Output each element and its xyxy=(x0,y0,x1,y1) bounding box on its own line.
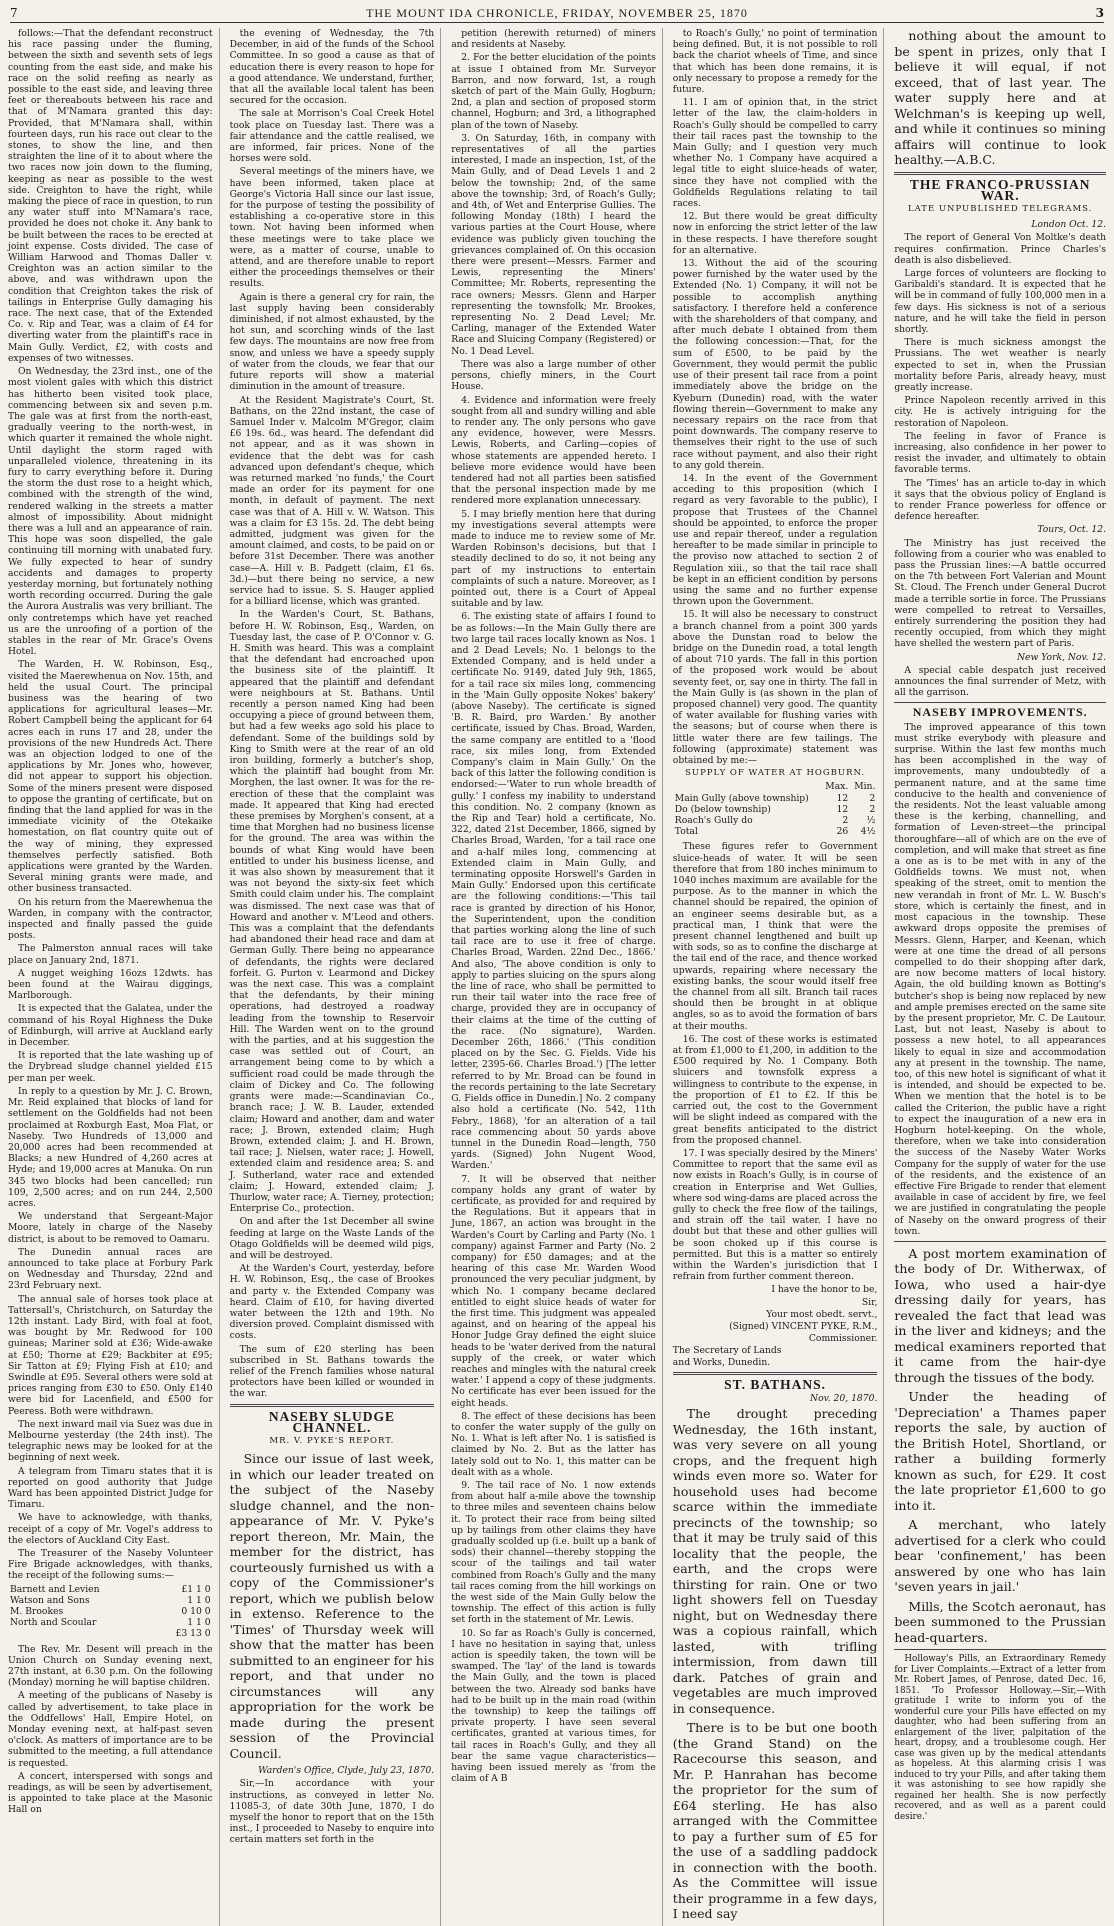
divider xyxy=(673,1372,878,1375)
article-paragraph: 6. The existing state of affairs I found to be as follows:—In the Main Gully there are two large tail races locally known as Nos. 1 and 2 Dead Levels; No. 1 belongs to the Extended Company, and is held under a certificate No. 9149, dated July 9th, 1865, for a tail race six miles long, commencing in the 'Main Gully opposite Nokes' bakery' (above Naseby). The certificate is signed 'B. R. Baird, pro Warden.' By another certificate, issued by Chas. Broad, Warden, the same company are entitled to a 'flood race, six miles long, from Extended Company's claim in Main Gully.' On the back of this latter the following condition is endorsed:—'Water to run whole breadth of gully.' I confess my inability to understand this condition. No. 2 company (known as the Rip and Tear) hold a certificate, No. 322, dated 21st December, 1866, signed by Charles Broad, Warden, 'for a tail race one and a-half miles long, commencing at Extended claim in Main Gully, and terminating opposite Horswell's Garden in Main Gully.' Endorsed upon this certificate are the following conditions:—'This tail race is granted by direction of his Honor, the Superintendent, upon the condition that parties working along the line of such tail race are to use it free of charge. Charles Broad, Warden. 22nd Dec., 1866.' And also, 'The above condition is only to apply to parties sluicing on the spurs along the line of race, who shall be permitted to run their tail water into the race free of charge, provided they are in occupancy of their claims at the time of the cutting of the race. (No signature), Warden. December 26th, 1866.' ('This condition placed on by the Sec. G. Fields. Vide his letter, 2395-66. Charles Broad.') [The letter referred to by Mr. Broad can be found in the records pertaining to the late Secretary G. Fields office in Dunedin.] No. 2 company also hold a certificate (No. 542, 11th Febry., 1868), 'for an alteration of a tail race commencing about 50 yards above tunnel in the Dunedin Road—length, 750 yards. (Signed) John Nugent Wood, Warden.' xyxy=(451,611,656,1172)
article-paragraph: 3. On Saturday, 16th, in company with representatives of all the parties interested, I made an inspection, 1st, of the Main Gully, and of Dead Levels 1 and 2 below the township; 2nd, of the same above the township; 3rd, of Roach's Gully; and 4th, of Wet and Enterprise Gullies. The following Monday (18th) I heard the various parties at the Court House, where evidence was publicly given touching the grievances complained of. On this occasion there were present—Messrs. Farmer and Lewis, representing the Miners' Committee; Mr. Roberts, representing the race owners; Messrs. Glenn and Harper representing the townsfolk; Mr. Brookes, representing No. 2 Dead Level; Mr. Carling, manager of the Extended Water Race and Sluicing Company (Registered) or No. 1 Dead Level. xyxy=(451,132,656,357)
article-paragraph: These figures refer to Government sluice-heads of water. It will be seen therefore that from 180 inches minimum to 1040 inches maximum are available for the purpose. As to the manner in which the channel should be repaired, the opinion of an engineer seems desirable but, as a practical man, I think that were the present channel lengthened and built up with sods, so as to confine the discharge at the tail end of the race, and thence worked upwards, repairing where necessary the existing banks, the scour would itself free the channel from all silt. Branch tail races should then be brought in at oblique angles, so as to avoid the formation of bars at their mouths. xyxy=(672,841,878,1032)
donation-row xyxy=(8,1617,213,1628)
bathans-body xyxy=(673,1406,878,1922)
column-4 xyxy=(673,28,885,1926)
donation-amount: 1 1 0 xyxy=(187,1594,211,1606)
water-cell-max: 12 xyxy=(836,792,849,804)
article-paragraph: On and after the 1st December all swine feeding at large on the Waste Lands of the Otago Goldfields will be deemed wild pigs, and will be destroyed. xyxy=(229,1216,435,1261)
article-paragraph: A telegram from Timaru states that it is reported on good authority that Judge Ward has been appointed District Judge for Timaru. xyxy=(8,1465,213,1511)
article-paragraph: 15. It will also be necessary to construct a branch channel from a point 300 yards above the Dunstan road to below the bridge on the Dunedin road, a total length of about 710 yards. The fall in this portion of the proposed work would be about seventy feet, or, say one in thirty. The fall in the Main Gully is (as shown in the plan of proposed channel) very good. The quantity of water available for flushing varies with the seasons; but of course when there is little water there are few tailings. The following (approximate) statement was obtained by me:— xyxy=(672,609,878,766)
masthead-title: THE MOUNT IDA CHRONICLE, FRIDAY, NOVEMBER 25, 1870 xyxy=(366,5,748,20)
col2-paragraphs xyxy=(230,28,435,1400)
masthead xyxy=(10,4,1104,23)
signoff-sir: Sir, xyxy=(861,1296,878,1308)
war-dateline-1: London Oct. 12. xyxy=(1031,219,1106,231)
article-paragraph: The 'Times' has an article to-day in which it says that the obvious policy of England is to render France powerless for offence or defence hereafter. xyxy=(894,477,1106,523)
divider xyxy=(894,1649,1106,1650)
article-paragraph: A nugget weighing 16ozs 12dwts. has been found at the Wairau diggings, Marlborough. xyxy=(8,967,213,1002)
article-paragraph: The feeling in favor of France is increasing, also confidence in her power to resist the invader, and ultimately to obtain favorable terms. xyxy=(894,430,1106,476)
improve-paragraphs xyxy=(894,722,1106,1237)
water-table-total xyxy=(673,826,878,837)
article-paragraph: The improved appearance of this town must strike everybody with pleasure and surprise. Within the last few months much has been accomplished in the way of improvements, many undoubtedly of a permanent nature, and at the same time conducive to the health and convenience of the residents. Not the least valuable among these is the kerbing, channelling, and formation of Leven-street—the principal thoroughfare—all of which are on the eve of completion, and will make that street as fine a one as is to be met with in any of the Goldfields towns. We must not, when speaking of the street, omit to mention the new verandah in front of Mr. L. W. Busch's store, which is certainly the finest, and in most capacious in the township. These awkward drops opposite the premises of Messrs. Glenn, Harper, and Keenan, which were at one time the dread of all persons compelled to do their shopping after dark, are now become matters of local history. Again, the old building known as Botting's butcher's shop is being now replaced by new and ample premises erected on the same site by the present proprietor, Mr. C. De Lautour. Last, but not least, Naseby is about to possess a new hotel, to all appearances likely to equal in size and accommodation any at present in the township. The name, too, of this new hotel is significant of what it is intended, and should be expected to be. When we mention that the hotel is to be called the Criterion, the public have a right to expect the inauguration of a new era in Hogburn hotel-keeping. On the whole, therefore, when we take into consideration the success of the Naseby Water Works Company for the supply of water for the use of the residents, and the existence of an effective Fire Brigade to render that element available in case of accident by fire, we feel we are justified in congratulating the people of Naseby on the onward progress of their town. xyxy=(894,721,1106,1237)
sludge-opening: Sir,—In accordance with your instructions, as conveyed in letter No. 11085-3, of date 30th June, 1870, I do myself the honor to report that on the 15th inst., I proceeded to Naseby to enquire into certain matters set forth in the xyxy=(229,1778,435,1846)
column-3 xyxy=(451,28,663,1926)
water-table-body xyxy=(673,793,878,827)
masthead-left: 7 xyxy=(10,6,18,20)
water-total-label: Total xyxy=(674,826,698,838)
donation-amount: £1 1 0 xyxy=(181,1583,211,1595)
divider xyxy=(230,1404,435,1407)
article-paragraph: There is much sickness amongst the Prussians. The wet weather is nearly expected to set in, when the Prussian mortality before Paris, already heavy, must greatly increase. xyxy=(894,337,1106,393)
signoff-honor: I have the honor to be, xyxy=(771,1284,878,1296)
column-2 xyxy=(230,28,442,1926)
water-row xyxy=(673,804,878,815)
war-paragraphs-3 xyxy=(894,665,1106,699)
col3-paragraphs xyxy=(451,28,656,1784)
water-col-max: Max. xyxy=(825,781,849,793)
article-paragraph: The report of General Von Moltke's death requires confirmation. Prince Charles's death is also disbelieved. xyxy=(894,232,1106,266)
water-row xyxy=(673,793,878,804)
bathans-heading: ST. BATHANS. xyxy=(724,1376,827,1392)
article-paragraph: At the Resident Magistrate's Court, St. Bathans, on the 22nd instant, the case of Samuel Inder v. Malcolm M'Gregor, claim £6 19s. 6d., was heard. The defendant did not appear, and as it was shown in evidence that the debt was for cash advanced upon defendant's cheque, which was returned marked 'no funds,' the Court made an order for its payment for one month, in default of payment. The next case was that of A. Hill v. W. Watson. This was a claim for £3 15s. 2d. The debt being admitted, judgment was given for the amount claimed, and costs, to be paid on or before 31st December. There was another case—A. Hill v. B. Padgett (claim, £1 6s. 3d.)—but there being no service, a new service had to issue. S. S. Hauger applied for a billiard license, which was granted. xyxy=(229,394,435,608)
signoff-title: Commissioner. xyxy=(808,1333,878,1345)
article-paragraph: 11. I am of opinion that, in the strict letter of the law, the claim-holders in Roach's Gully should be compelled to carry their tail races past the township to the Main Gully; and I question very much whether No. 1 Company have acquired a legal title to eight sluice-heads of water, since they have not complied with the Goldfields Regulations relating to tail races. xyxy=(672,97,878,210)
donation-row xyxy=(8,1606,213,1617)
divider xyxy=(894,1241,1106,1242)
war-paragraphs xyxy=(894,232,1106,522)
col4-after-paragraphs xyxy=(673,841,878,1282)
donation-amount: 1 1 0 xyxy=(187,1617,211,1629)
article-paragraph: The Treasurer of the Naseby Volunteer Fire Brigade acknowledges, with thanks, the receipt of the following sums:— xyxy=(8,1548,213,1582)
water-cell-min: 2 xyxy=(869,803,876,815)
signoff-to1: The Secretary of Lands xyxy=(672,1345,782,1357)
water-cell-label: Do (below township) xyxy=(674,803,771,815)
col5-lead-text: nothing about the amount to be spent in prizes, only that I believe it will equal, if not exceed, that of last year. The water supply here and at Welchman's is keeping up well, and while it continues so mining affairs will continue to look healthy.—A.B.C. xyxy=(894,28,1106,167)
donations-body xyxy=(8,1584,213,1640)
column-1 xyxy=(8,28,220,1926)
article-paragraph: Large forces of volunteers are flocking to Garibaldi's standard. It is expected that he will be in command of fully 100,000 men in a few days. His sickness is not of a serious nature, and he will take the field in person shortly. xyxy=(894,267,1106,335)
war-heading: THE FRANCO-PRUSSIAN WAR. xyxy=(909,176,1091,203)
water-cell-min: ½ xyxy=(866,815,876,827)
article-paragraph: At the Warden's Court, yesterday, before H. W. Robinson, Esq., the case of Brookes and party v. the Extended Company was heard. Claim of £10, for having diverted water between the 12th and 19th. No diversion proved. Complaint dismissed with costs. xyxy=(229,1263,435,1342)
water-cell-max: 2 xyxy=(842,815,849,827)
article-paragraph: follows:—That the defendant reconstruct his race passing under the fluming, between the sixth and seventh sets of legs counting from the east side, and make his race on the solid reefing as nearly as possible to the east side, and leaving three feet or thereabouts between his race and that of M'Namara granted this day: Provided, that M'Namara shall, within fourteen days, run his race out clear to the stones, to show the line, and then straighten the line of it to about where the two races now join down to the fluming, keeping as near as possible to the west side. Creighton to have the right, while making the piece of race in question, to run any water stuff into M'Namara's race, provided he does not choke it. Any bank to be built between the races to be erected at joint expense. Costs divided. The case of William Harwood and Thomas Daller v. Creighton was an action similar to the above, and was withdrawn upon the condition that Creighton takes the risk of tailings in Enterprise Gully damaging his race. The next case, that of the Extended Co. v. Rip and Tear, was a claim of £4 for diverting water from the plaintiff's race in Main Gully. Verdict, £2, with costs and expenses of two witnesses. xyxy=(8,28,213,364)
article-paragraph: A special cable despatch just received announces the final surrender of Metz, with all the garrison. xyxy=(894,664,1106,699)
water-cell-max: 12 xyxy=(836,803,849,815)
article-paragraph: It is reported that the late washing up of the Drybread sludge channel yielded £15 per man per week. xyxy=(8,1050,213,1084)
donation-row xyxy=(8,1595,213,1606)
war-paragraphs-2 xyxy=(894,538,1106,650)
article-paragraph: 5. I may briefly mention here that during my investigations several attempts were made to induce me to review some of Mr. Warden Robinson's decisions, but that I steadily declined to do so, it not being any part of my instructions to entertain complaints of such a nature. Moreover, as I pointed out, there is a Court of Appeal suitable and by law. xyxy=(451,508,656,610)
article-paragraph: A merchant, who lately advertised for a clerk who could bear 'confinement,' has been answered by one who has lain 'seven years in jail.' xyxy=(894,1517,1106,1595)
article-paragraph: 4. Evidence and information were freely sought from all and sundry willing and able to render any. The only persons who gave any evidence, however, were Messrs. Lewis, Roberts, and Carling—copies of whose statements are appended hereto. I believe more evidence would have been tendered had not all parties been satisfied that the personal inspection made by me rendered more explanation unnecessary. xyxy=(451,394,656,507)
bathans-body-text-2: There is to be but one booth (the Grand Stand) on the Racecourse this season, and Mr. P. Hanrahan has become the proprietor for the sum of £64 sterling. He has also arranged with the Committee to pay a further sum of £5 for the use of a saddling paddock in connection with the booth. As the Committee will issue their programme in a few days, I need say xyxy=(672,1720,878,1922)
article-paragraph: The next inward mail via Suez was due in Melbourne yesterday (the 24th inst). The telegraphic news may be looked for at the beginning of next week. xyxy=(8,1418,213,1464)
article-paragraph: Under the heading of 'Depreciation' a Thames paper reports the sale, by auction of the British Hotel, Shortland, or rather a building formerly known as such, for £29. It cost the late proprietor £1,600 to go into it. xyxy=(894,1389,1106,1513)
sludge-lead-text: Since our issue of last week, in which our leader treated on the subject of the Naseby sludge channel, and the non-appearance of Mr. V. Pyke's report thereon, Mr. Main, the member for the district, has courteously furnished us with a copy of the Commissioner's report, which we publish below in extenso. Reference to the 'Times' of Thursday week will show that the matter has been submitted to an engineer for his report, and that under no circumstances will any appropriation for the work be made during the present session of the Provincial Council. xyxy=(229,1451,435,1761)
water-cell-label: Roach's Gully do xyxy=(674,815,753,827)
article-paragraph: In the Warden's Court, St. Bathans, before H. W. Robinson, Esq., Warden, on Tuesday last, the case of P. O'Connor v. G. H. Smith was heard. This was a complaint that the defendant had encroached upon the business site of the plaintiff. It appeared that the plaintiff and defendant were neighbours at St. Bathans. Until recently a person named King had been occupying a piece of ground between them, but had a few weeks ago sold his place to defendant. Some of the buildings sold by King to Smith were at the rear of an old iron building, formerly a butcher's shop, which the plaintiff had bought from Mr. Morghen, the last owner. It was for the re-erection of these that the complaint was made. It appeared that King had erected these premises by Morghen's consent, at a time that Morghen had no business license for the ground. The area was within the bounds of what King would have been entitled to under his business license, and it was also shown by measurement that it was not beyond the sixty-six feet which Smith could claim under his. The complaint was dismissed. The next case was that of Howard and another v. M'Leod and others. This was a complaint that the defendants had abandoned their head race and dam at German Gully. There being no appearance of defendants, the rights were declared forfeit. G. Purton v. Learmond and Dickey was the next case. This was a complaint that the defendants, by their mining operations, had destroyed a roadway leading from the township to Reservoir Hill. The Warden went on to the ground with the parties, and at his suggestion the case was settled out of Court, an arrangement being come to by which a sufficient road could be made through the claim of Dickey and Co. The following grants were made:—Scandinavian Co., branch race; J. W. B. Lauder, extended claim; Howard and another, dam and water race; J. Brown, extended claim; Hugh Brown, extended claim; J. and H. Brown, tail race; J. Nielsen, water race; J. Howell, extended claim and residence area; S. and J. Sutherland, water race and extended claim; J. Howard, extended claim; J. Thurlow, water race; A. Tierney, protection; Enterprise Co., protection. xyxy=(229,609,435,1215)
article-paragraph: 10. So far as Roach's Gully is concerned, I have no hesitation in saying that, unless action is speedily taken, the town will be swamped. The 'lay' of the land is towards the Main Gully, and the town is placed between the two. Already sod banks have had to be built up in the main road (within the township) to keep the tailings off private property. I have seen several certificates, granted at various times, for tail races in Roach's Gully, and they all bear the same vague characteristics—having been issued merely as 'from the claim of A B xyxy=(451,1627,656,1785)
col1-paragraphs xyxy=(8,28,213,1582)
water-cell-label: Main Gully (above township) xyxy=(674,792,809,804)
article-paragraph: Prince Napoleon recently arrived in this city. He is actively intriguing for the restoration of Napoleon. xyxy=(894,395,1106,429)
article-paragraph: the evening of Wednesday, the 7th December, in aid of the funds of the School Committee. In so good a cause as that of education there is every reason to hope for a good attendance. We understand, further, that all the available local talent has been secured for the occasion. xyxy=(229,28,435,107)
water-table xyxy=(673,781,878,837)
article-paragraph: On Wednesday, the 23rd inst., one of the most violent gales with which this district has hitherto been visited took place, commencing between six and seven p.m. The gale was at first from the north-east, gradually veering to the north-west, in which quarter it remained the whole night. Until daylight the storm raged with unparalleled violence, threatening in its fury to carry everything before it. During the storm the dust rose to a height which, combined with the strength of the wind, rendered walking in the streets a matter almost of impossibility. About midnight there was a lull and an appearance of rain. This hope was soon dispelled, the gale continuing till morning with unabated fury. We fully expected to hear of sundry accidents and damages to property yesterday morning, but fortunately nothing worth recording occurred. During the gale the Aurora Australis was very brilliant. The only contretemps which have yet reached us are the unroofing of a portion of the stables in the rear of Mr. Grace's Ovens Hotel. xyxy=(8,366,213,658)
signoff-servant: Your most obedt. servt., xyxy=(766,1308,878,1320)
column-5 xyxy=(894,28,1106,1926)
donation-name: North and Scoular xyxy=(10,1617,97,1629)
article-paragraph: 8. The effect of these decisions has been to confer the water supply of the gully on No. 1. What is left after No. 1 is satisfied is claimed by No. 2. But as the latter has lately sold out to No. 1, this matter can be dealt with as a whole. xyxy=(451,1410,656,1478)
article-paragraph: It is expected that the Galatea, under the command of his Royal Highness the Duke of Edinburgh, will arrive at Auckland early in December. xyxy=(8,1003,213,1049)
article-paragraph: petition (herewith returned) of miners and residents at Naseby. xyxy=(451,28,656,51)
divider xyxy=(894,172,1106,175)
war-dateline-2: Tours, Oct. 12. xyxy=(1037,524,1106,536)
col5-tail-paragraphs xyxy=(894,1246,1106,1646)
article-paragraph: 7. It will be observed that neither company holds any grant of water by certificate, as provided for and required by the Regulations. But it appears that in June, 1867, an action was brought in the Warden's Court by Carling and Party (No. 1 company) against Farmer and Party (No. 2 company) for £50 damages; and at the hearing of this case Mr. Warden Wood pronounced the very peculiar judgment, by which No. 1 company became declared entitled to eight sluice heads of water for the first time. This judgment was appealed against, and on hearing of the appeal his Honor Judge Gray defined the eight sluice heads to be 'water derived from the natural supply of the creek, or water which reaches and mingles with the natural creek water.' I append a copy of these judgments. No certificate has ever been issued for the eight heads. xyxy=(451,1173,656,1409)
donation-name: Watson and Sons xyxy=(10,1594,90,1606)
donation-name: M. Brookes xyxy=(10,1606,64,1618)
water-total-min: 4½ xyxy=(860,826,876,838)
col4-paragraphs xyxy=(673,28,878,766)
article-paragraph: The sale at Morrison's Coal Creek Hotel took place on Tuesday last. There was a fair attendance and the cattle realised, we are informed, fair prices. None of the horses were sold. xyxy=(229,108,435,165)
page-number: 3 xyxy=(1095,6,1104,20)
water-table-title: SUPPLY OF WATER AT HOGBURN. xyxy=(685,768,866,779)
article-paragraph: A post mortem examination of the body of Dr. Witherwax, of Iowa, who used a hair-dye dressing daily for years, has revealed the fact that lead was in the liver and kidneys; and the medical examiners reported that it came from the hair-dye through the tissues of the body. xyxy=(894,1245,1106,1385)
donations-table xyxy=(8,1584,213,1640)
donation-amount: £3 13 0 xyxy=(175,1628,211,1640)
article-paragraph: The Palmerston annual races will take place on January 2nd, 1871. xyxy=(8,943,213,966)
article-paragraph: 2. For the better elucidation of the points at issue I obtained from Mr. Surveyor Barron, and now forward, 1st, a rough sketch of part of the Main Gully, Hogburn; 2nd, a plan and section of proposed storm channel, Hogburn; and 3rd, a lithographed plan of the town of Naseby. xyxy=(451,52,656,131)
article-paragraph: There was also a large number of other persons, chiefly miners, in the Court House. xyxy=(451,358,656,393)
war-subheading: LATE UNPUBLISHED TELEGRAMS. xyxy=(907,203,1093,214)
donation-row xyxy=(8,1584,213,1595)
article-paragraph: Again is there a general cry for rain, the last supply having been considerably diminished, if not almost exhausted, by the hot sun, and scorching winds of the last few days. The mountains are now free from snow, and unless we have a speedy supply of water from the clouds, we fear that our future reports will show a material diminution in the amount of treasure. xyxy=(229,291,435,393)
article-paragraph: We understand that Sergeant-Major Moore, lately in charge of the Naseby district, is about to be removed to Oamaru. xyxy=(8,1211,213,1245)
article-paragraph: The sum of £20 sterling has been subscribed in St. Bathans towards the relief of the French families whose natural protectors have been killed or wounded in the war. xyxy=(229,1343,435,1400)
improve-heading: NASEBY IMPROVEMENTS. xyxy=(912,705,1088,720)
col5-lead xyxy=(894,28,1106,168)
donation-name xyxy=(8,1628,152,1639)
article-paragraph: 13. Without the aid of the scouring power furnished by the water used by the Extended (No. 1) Company, it will not be possible to accomplish anything satisfactory. I therefore held a conference with the shareholders of that company, and after much debate I obtained from them the following concession:—That, for the sum of £500, to be paid by the Government, they would permit the public use of their present tail race from a point immediately above the bridge on the Kyeburn (Dunedin) road, with the water flowing therein—Government to make any necessary repairs on the race from that point downwards. The company reserve to themselves their right to the use of such race without payment, and also their right to any gold therein. xyxy=(672,258,878,471)
donation-amount: 0 10 0 xyxy=(181,1606,211,1618)
article-paragraph: On his return from the Maerewhenua the Warden, in company with the contractor, inspected and finally passed the guide posts. xyxy=(8,896,213,942)
holloway-advert-text: Holloway's Pills, an Extraordinary Remedy for Liver Complaints.—Extract of a letter from Mr. Robert James, of Penrose, dated Dec. 16, 1851. 'To Professor Holloway.—Sir,—With gratitude I write to inform you of the wonderful cure your Pills have effected on my daughter, who had been suffering from an enlargement of the liver, palpitation of the heart, dropsy, and a troublesome cough. Her case was given up by the medical attendants as hopeless. At this alarming crisis I was induced to try your Pills, and after taking them it was astonishing to see how rapidly she regained her health. She is now perfectly recovered, and as well as a parent could desire.' xyxy=(894,1654,1106,1822)
sludge-lead xyxy=(230,1451,435,1761)
col5-tail xyxy=(894,1246,1106,1646)
article-paragraph: In reply to a question by Mr. J. C. Brown, Mr. Reid explained that blocks of land for settlement on the Goldfields had not been proclaimed at Roxburgh East, Moa Flat, or Naseby. Two Hundreds of 13,000 and 20,000 acres had been recommended at Blacks; a new Hundred of 4,260 acres at Hyde; and 19,000 acres at Manuka. On run 345 two blocks had been cancelled; run 109, 2,500 acres; and on run 244, 2,500 acres. xyxy=(8,1085,213,1209)
holloway-advert xyxy=(894,1654,1106,1822)
sludge-subheading: MR. V. PYKE'S REPORT. xyxy=(269,1435,395,1446)
water-row xyxy=(673,815,878,826)
article-paragraph: The Warden, H. W. Robinson, Esq., visited the Maerewhenua on Nov. 15th, and held the usual Court. The principal business was the hearing of two applications for agricultural leases—Mr. Robert Campbell being the applicant for 64 acres each in runs 17 and 28, under the provisions of the new Hundreds Act. There was an objection lodged to one of the applications by Mr. Jones who, however, did not appear to support his objection. Some of the miners present were disposed to oppose the granting of certificate, but on finding that the land applied for was in the immediate vicinity of the Otekaike homestation, on flat country quite out of the way of mining, they expressed themselves perfectly satisfied. Both applications were granted by the Warden. Several mining grants were made, and other business transacted. xyxy=(8,659,213,895)
sludge-heading: NASEBY SLUDGE CHANNEL. xyxy=(268,1408,395,1435)
article-paragraph: We have to acknowledge, with thanks, receipt of a copy of Mr. Vogel's address to the electors of Auckland City East. xyxy=(8,1512,213,1546)
signoff-to2: and Works, Dunedin. xyxy=(672,1356,771,1368)
article-paragraph: to Roach's Gully,' no point of termination being defined. But, it is not possible to roll back the chariot wheels of Time, and since that which has been done remains, it is only necessary to propose a remedy for the future. xyxy=(672,28,878,96)
article-paragraph: 9. The tail race of No. 1 now extends from about half a-mile above the township to three miles and seventeen chains below it. To protect their race from being silted up by tailings from other claims they have gradually scolded up (i.e. built up a bank of sods) their channel—thereby stopping the scour of the tailings and tail water combined from Roach's Gully and the many tail races coming from the hill workings on the west side of the Main Gully below the township. The effect of this action is fully set forth in the statement of Mr. Lewis. xyxy=(451,1480,656,1626)
article-paragraph: The Ministry has just received the following from a courier who was enabled to pass the Prussian lines:—A battle occurred on the 7th between Fort Valerian and Mount St. Cloud. The French under General Ducrot made a terrible sortie in force. The Prussians were compelled to retreat to Versailles, entirely surrendering the position they had recently occupied, from which they might have shelled the western part of Paris. xyxy=(894,537,1106,650)
water-cell-min: 2 xyxy=(869,792,876,804)
divider xyxy=(894,702,1106,703)
article-paragraph: 12. But there would be great difficulty now in enforcing the strict letter of the law in these respects. I have therefore sought for an alternative. xyxy=(672,211,878,256)
water-table-header xyxy=(673,781,878,792)
article-paragraph: 14. In the event of the Government acceding to this proposition (which I regard as very favorable to the public), I propose that Trustees of the Channel should be appointed, to enforce the proper use and repair thereof, under a regulation hereafter to be made similar in principle to the proviso now attached to section 2 of Regulation xiii., so that the tail race shall be kept in an efficient condition by persons using the same and no further expense thrown upon the Government. xyxy=(672,472,878,608)
war-dateline-3: New York, Nov. 12. xyxy=(1017,651,1106,663)
article-paragraph: 16. The cost of these works is estimated at from £1,000 to £1,200, in addition to the £500 required by No. 1 Company. Both sluicers and townsfolk express a willingness to contribute to the expense, in the proportion of £1 to £2. If this be carried out, the cost to the Government will be slight indeed as compared with the great benefits anticipated to the district from the proposed channel. xyxy=(672,1033,878,1146)
bathans-body-text: The drought preceding Wednesday, the 16th instant, was very severe on all young crops, and the frequent high winds even more so. Water for household uses had become scarce within the immediate precincts of the township; so that it may be truly said of this locality that the people, the earth, and the crops were thirsting for rain. One or two light showers fell on Tuesday night, but on Wednesday there was a copious rainfall, which lasted, with trifling intermission, from dawn till dark. Patches of grain and vegetables are much improved in consequence. xyxy=(672,1406,878,1716)
article-paragraph: The Dunedin annual races are announced to take place at Forbury Park on Wednesday and Thursday, 22nd and 23rd February next. xyxy=(8,1246,213,1292)
water-col-min: Min. xyxy=(854,781,876,793)
sludge-dateline: Warden's Office, Clyde, July 23, 1870. xyxy=(258,1765,435,1777)
article-paragraph: 17. I was specially desired by the Miners' Committee to report that the same evil as now exists in Roach's Gully, is in course of creation in Enterprise and Wet Gullies, where sod wing-dams are placed across the gully to check the free flow of the tailings, and strain off the tail water. I have no doubt but that these and other gullies will be soon choked up if this course is permitted. But this is a matter so entirely within the Warden's jurisdiction that I refrain from further comment thereon. xyxy=(672,1147,878,1283)
bathans-dateline: Nov. 20, 1870. xyxy=(810,1392,878,1404)
water-total-max: 26 xyxy=(836,826,849,838)
article-paragraph: Mills, the Scotch aeronaut, has been summoned to the Prussian head-quarters. xyxy=(894,1598,1106,1645)
article-paragraph: A concert, interspersed with songs and readings, as will be seen by advertisement, is appointed to take place at the Masonic Hall on xyxy=(8,1770,213,1816)
article-paragraph: The annual sale of horses took place at Tattersall's, Christchurch, on Saturday the 12th instant. Lady Bird, with foal at foot, was bought by Mr. Redwood for 100 guineas; Mariner sold at £36; Wide-awake at £50; Thorne at £29; Backbiter at £95; Sir Tatton at £9; Flying Fish at £10; and Swindle at £95. Several others were sold at prices ranging from £30 to £50. Only £140 were bid for Lacenfield, and £500 for Peeress. Both were withdrawn. xyxy=(8,1293,213,1417)
article-paragraph: The Rev. Mr. Desent will preach in the Union Church on Sunday evening next, 27th instant, at 6.30 p.m. On the following (Monday) morning he will baptise children. xyxy=(8,1643,213,1689)
donation-name: Barnett and Levien xyxy=(10,1583,100,1595)
article-paragraph: A meeting of the publicans of Naseby is called by advertisement, to take place in the Oddfellows' Hall, Empire Hotel, on Monday evening next, at half-past seven o'clock. As matters of importance are to be submitted to the meeting, a full attendance is requested. xyxy=(8,1690,213,1769)
newspaper-columns xyxy=(8,28,1106,1922)
article-paragraph: Several meetings of the miners have, we have been informed, taken place at George's Victoria Hall since our last issue, for the purpose of testing the possibility of establishing a co-operative store in this town. Not having been informed when these meetings were to take place we were, as a matter of course, unable to attend, and are therefore unable to report either the proceedings themselves or their results. xyxy=(229,166,435,290)
col1-after-paragraphs xyxy=(8,1644,213,1816)
signoff-signed: (Signed) VINCENT PYKE, R.M., xyxy=(729,1320,878,1332)
donation-row xyxy=(8,1628,213,1639)
